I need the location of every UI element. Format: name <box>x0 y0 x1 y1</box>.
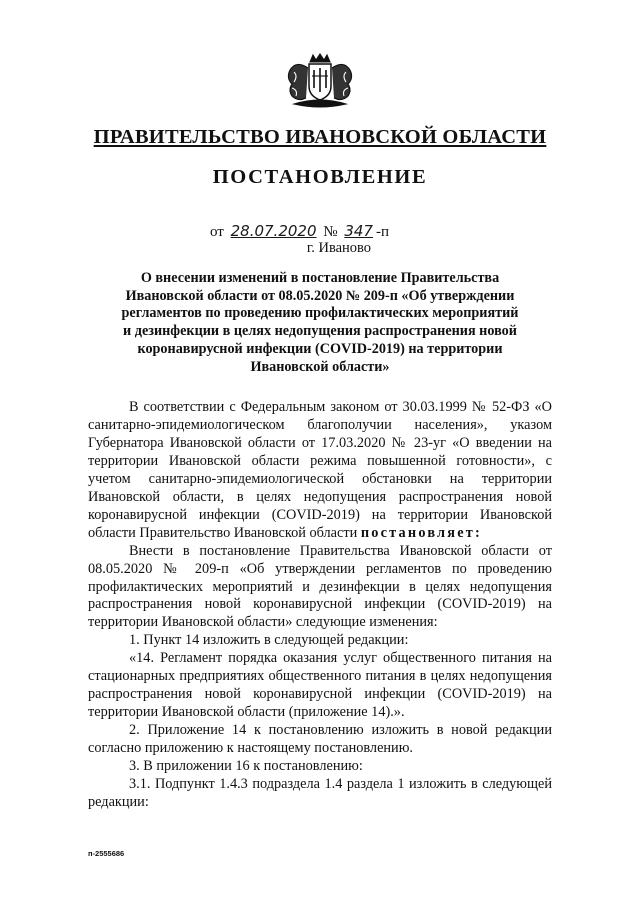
document-body <box>88 399 552 812</box>
preamble-text: В соответствии с Федеральным законом от 30.03.1999 № 52-ФЗ «О санитарно-эпидемиологическом благополучии населения», указом Губернатора Ивановской области от 17.03.2020 № 23-уг «О введении на территории Ивановской области режима повышенной готовности», с учетом санитарно-эпидемиологической обстановки на территории Ивановской области, в целях недопущения распространения новой коронавирусной инфекции (COVID-2019) на территории Ивановской области Правительство Ивановской области <box>88 399 552 541</box>
from-label: от <box>210 224 224 240</box>
coat-of-arms-emblem <box>282 52 358 110</box>
body-paragraph-item-2: 2. Приложение 14 к постановлению изложить в новой редакции согласно приложению к настоящему постановлению. <box>88 722 552 757</box>
handwritten-date: 28.07.2020 <box>230 222 317 240</box>
body-paragraph-quote-14: «14. Регламент порядка оказания услуг общественного питания на стационарных предприятиях общественного питания в целях недопущения распространения новой коронавирусной инфекции (COVID-2019) на территории Ивановской области (приложение 14).». <box>88 650 552 721</box>
document-type-title: ПОСТАНОВЛЕНИЕ <box>212 166 428 188</box>
body-paragraph-amend: Внести в постановление Правительства Ивановской области от 08.05.2020 № 209-п «Об утверждении регламентов по проведению профилактических мероприятий и дезинфекции в целях недопущения распространения новой коронавирусной инфекции (COVID-2019) на территории Ивановской области» следующие изменения: <box>88 542 552 631</box>
subject-line: регламентов по проведению профилактических мероприятий <box>121 305 519 322</box>
organization-title: ПРАВИТЕЛЬСТВО ИВАНОВСКОЙ ОБЛАСТИ <box>93 126 547 148</box>
handwritten-number: 347 <box>344 222 373 240</box>
footer-document-code: п-2555686 <box>88 849 125 858</box>
subject-line: Ивановской области» <box>250 358 390 375</box>
date-number-line <box>210 222 389 241</box>
subject-line: и дезинфекции в целях недопущения распространения новой <box>123 323 517 340</box>
city-name: г. Иваново <box>306 240 372 256</box>
number-suffix: -п <box>375 224 389 240</box>
number-label: № <box>323 224 338 240</box>
resolves-keyword: постановляет: <box>360 524 482 541</box>
body-paragraph-item-3: 3. В приложении 16 к постановлению: <box>129 758 363 775</box>
subject-line: Ивановской области от 08.05.2020 № 209-п «Об утверждении <box>125 287 515 304</box>
document-subject <box>100 270 540 376</box>
body-paragraph-preamble <box>88 399 552 543</box>
body-paragraph-item-3-1: 3.1. Подпункт 1.4.3 подраздела 1.4 раздела 1 изложить в следующей редакции: <box>88 776 552 810</box>
body-paragraph-item-1: 1. Пункт 14 изложить в следующей редакции: <box>129 632 409 649</box>
subject-line: коронавирусной инфекции (COVID-2019) на территории <box>137 340 503 357</box>
subject-line: О внесении изменений в постановление Правительства <box>140 270 500 286</box>
